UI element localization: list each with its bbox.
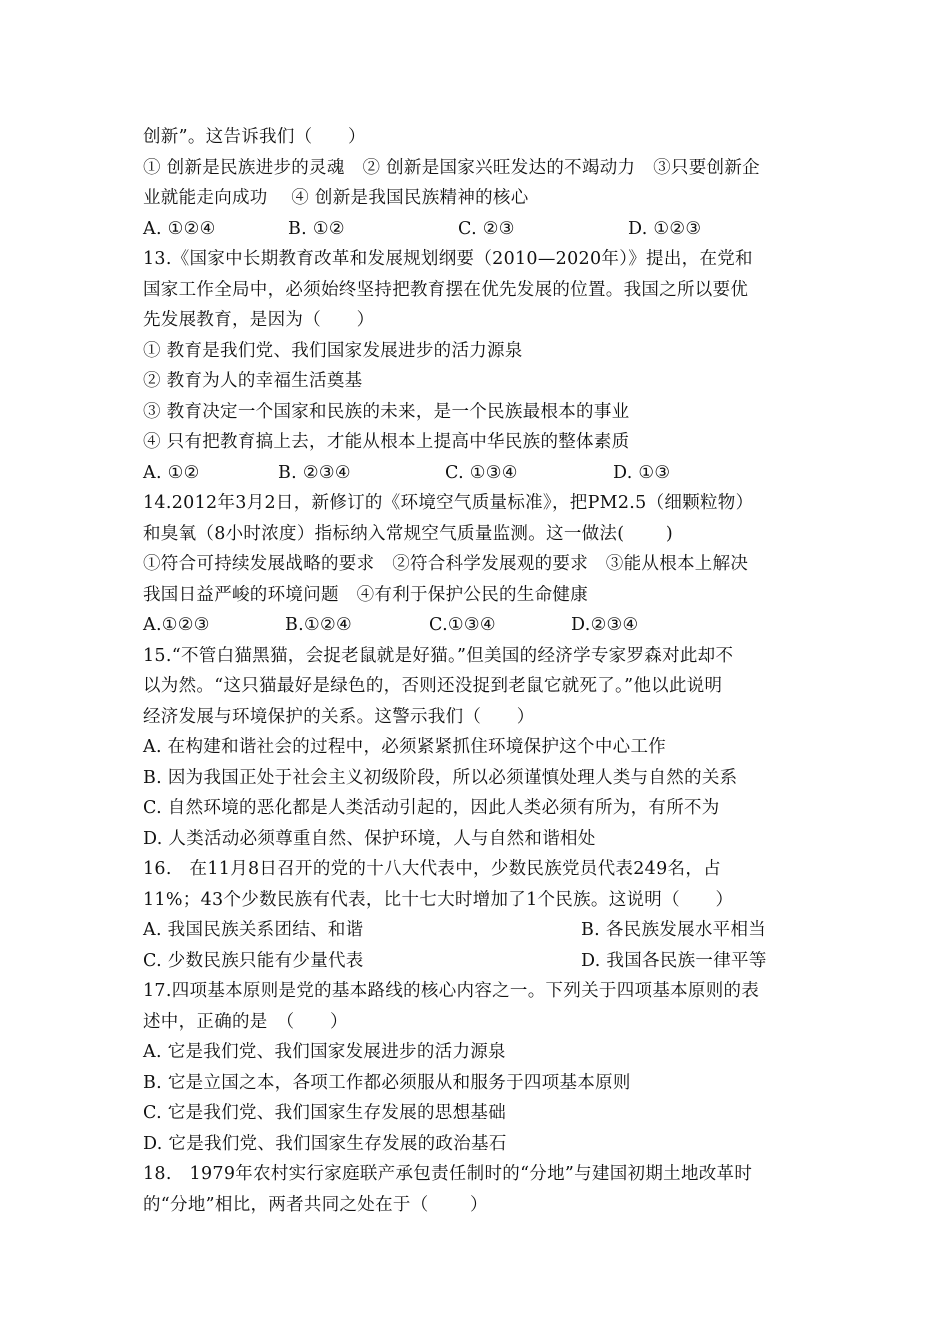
q16-options-row-1 [143,915,813,946]
q13-stem-line-3: 先发展教育，是因为（ ） [143,310,375,330]
q13-statement-4: ④ 只有把教育搞上去，才能从根本上提高中华民族的整体素质 [143,432,630,452]
q13-statement-2: ② 教育为人的幸福生活奠基 [143,371,363,391]
q16-option-b: B. 各民族发展水平相当 [581,920,767,940]
q15-option-a: A. 在构建和谐社会的过程中，必须紧紧抓住环境保护这个中心工作 [143,737,667,757]
q14-stem-line-2: 和臭氧（8小时浓度）指标纳入常规空气质量监测。这一做法( ) [143,523,673,544]
q13-stem-line-2: 国家工作全局中，必须始终坚持把教育摆在优先发展的位置。我国之所以要优 [143,279,749,300]
q14-stem-line-1: 14.2012年3月2日，新修订的《环境空气质量标准》，把PM2.5（细颗粒物） [143,493,754,513]
q12-option-b: B. ①② [288,218,345,239]
q16-option-c: C. 少数民族只能有少量代表 [143,950,364,971]
q17-option-d: D. 它是我们党、我们国家生存发展的政治基石 [143,1133,507,1154]
q16-option-d: D. 我国各民族一律平等 [581,950,767,971]
q18-stem-line-2: 的“分地”相比，两者共同之处在于（ ） [143,1194,488,1215]
q13-stem-line-1: 13.《国家中长期教育改革和发展规划纲要（2010—2020年）》提出，在党和 [143,249,753,269]
q14-statements-line-2: 我国日益严峻的环境问题 ④有利于保护公民的生命健康 [143,584,588,605]
q14-statements-line-1: ①符合可持续发展战略的要求 ②符合科学发展观的要求 ③能从根本上解决 [143,554,749,574]
q17-option-c: C. 它是我们党、我们国家生存发展的思想基础 [143,1103,506,1123]
q17-stem-line-1: 17.四项基本原则是党的基本路线的核心内容之一。下列关于四项基本原则的表 [143,981,760,1001]
q13-option-c: C. ①③④ [445,462,518,483]
exam-page [143,122,813,1220]
q16-options-row-2 [143,946,813,977]
q13-option-a: A. ①② [143,462,200,483]
q13-option-d: D. ①③ [613,462,671,483]
q16-stem-line-2: 11%；43个少数民族有代表，比十七大时增加了1个民族。这说明（ ） [143,889,734,910]
q13-statement-3: ③ 教育决定一个国家和民族的未来，是一个民族最根本的事业 [143,401,630,422]
q14-option-a: A.①②③ [143,615,210,635]
q18-stem-line-1: 18. 1979年农村实行家庭联产承包责任制时的“分地”与建国初期土地改革时 [143,1164,753,1184]
q15-stem-line-3: 经济发展与环境保护的关系。这警示我们（ ） [143,706,535,727]
q15-option-d: D. 人类活动必须尊重自然、保护环境，人与自然和谐相处 [143,828,596,849]
q17-stem-line-2: 述中，正确的是 （ ） [143,1011,348,1032]
q14-option-b: B.①②④ [285,615,352,635]
q12-option-c: C. ②③ [458,218,515,239]
q14-option-d: D.②③④ [571,615,639,635]
q16-option-a: A. 我国民族关系团结、和谐 [143,920,364,940]
q14-options [143,610,813,641]
q15-option-b: B. 因为我国正处于社会主义初级阶段，所以必须谨慎处理人类与自然的关系 [143,767,738,788]
q13-option-b: B. ②③④ [278,462,351,483]
q12-statements-line-1: ① 创新是民族进步的灵魂 ② 创新是国家兴旺发达的不竭动力 ③只要创新企 [143,157,760,178]
q17-option-a: A. 它是我们党、我们国家发展进步的活力源泉 [143,1042,506,1062]
q14-option-c: C.①③④ [429,615,496,635]
q15-option-c: C. 自然环境的恶化都是人类活动引起的，因此人类必须有所为，有所不为 [143,798,720,818]
q15-stem-line-1: 15.“不管白猫黑猫，会捉老鼠就是好猫。”但美国的经济学专家罗森对此却不 [143,645,734,666]
q12-statements-line-2: 业就能走向成功 ④ 创新是我国民族精神的核心 [143,188,529,208]
q13-options [143,458,813,489]
q17-option-b: B. 它是立国之本，各项工作都必须服从和服务于四项基本原则 [143,1072,631,1093]
q16-stem-line-1: 16. 在11月8日召开的党的十八大代表中，少数民族党员代表249名，占 [143,859,721,879]
q12-option-d: D. ①②③ [628,218,702,239]
q12-option-a: A. ①②④ [143,218,216,239]
q15-stem-line-2: 以为然。“这只猫最好是绿色的，否则还没捉到老鼠它就死了。”他以此说明 [143,676,723,696]
q12-stem-end: 创新”。这告诉我们（ ） [143,127,366,147]
q12-options [143,214,813,245]
q13-statement-1: ① 教育是我们党、我们国家发展进步的活力源泉 [143,340,523,361]
